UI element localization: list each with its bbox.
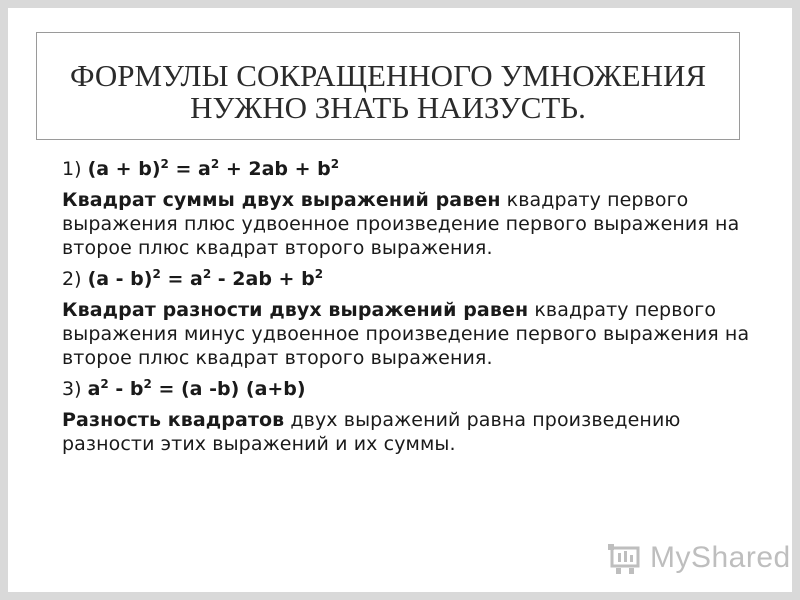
slide [8,8,792,592]
formula-3 [62,376,752,402]
slide-content [62,156,752,462]
watermark-text: MyShared [650,541,791,574]
formula-expression: $(a + b)^2 = a^2 + 2ab + b^2$ [87,157,340,180]
slide-title-line-2: НУЖНО ЗНАТЬ НАИЗУСТЬ. [190,90,586,125]
formula-expression: $a^2 - b^2 = (a$ -b) (a+b) [87,377,306,400]
title-box [36,32,740,140]
formula-expression: $(a - b)^2 = a^2 - 2ab + b^2$ [87,267,324,290]
formula-1 [62,156,752,182]
watermark [606,540,791,576]
formula-1-description: Квадрат суммы двух выражений равен квадрату первого выражения плюс удвоенное произведение первого выражения на второе плюс квадрат второго выражения. [62,189,740,259]
formula-3-description: Разность квадратов двух выражений равна произведению разности этих выражений и их суммы. [62,409,681,455]
formula-2-description: Квадрат разности двух выражений равен квадрату первого выражения минус удвоенное произведение первого выражения на второе плюс квадрат второго выражения. [62,299,750,369]
formula-number: 2) [62,268,82,290]
formula-number: 3) [62,378,82,400]
formula-number: 1) [62,158,82,180]
slide-title-line-1: ФОРМУЛЫ СОКРАЩЕННОГО УМНОЖЕНИЯ [69,58,707,93]
formula-2 [62,266,752,292]
myshared-logo-icon [606,540,644,576]
